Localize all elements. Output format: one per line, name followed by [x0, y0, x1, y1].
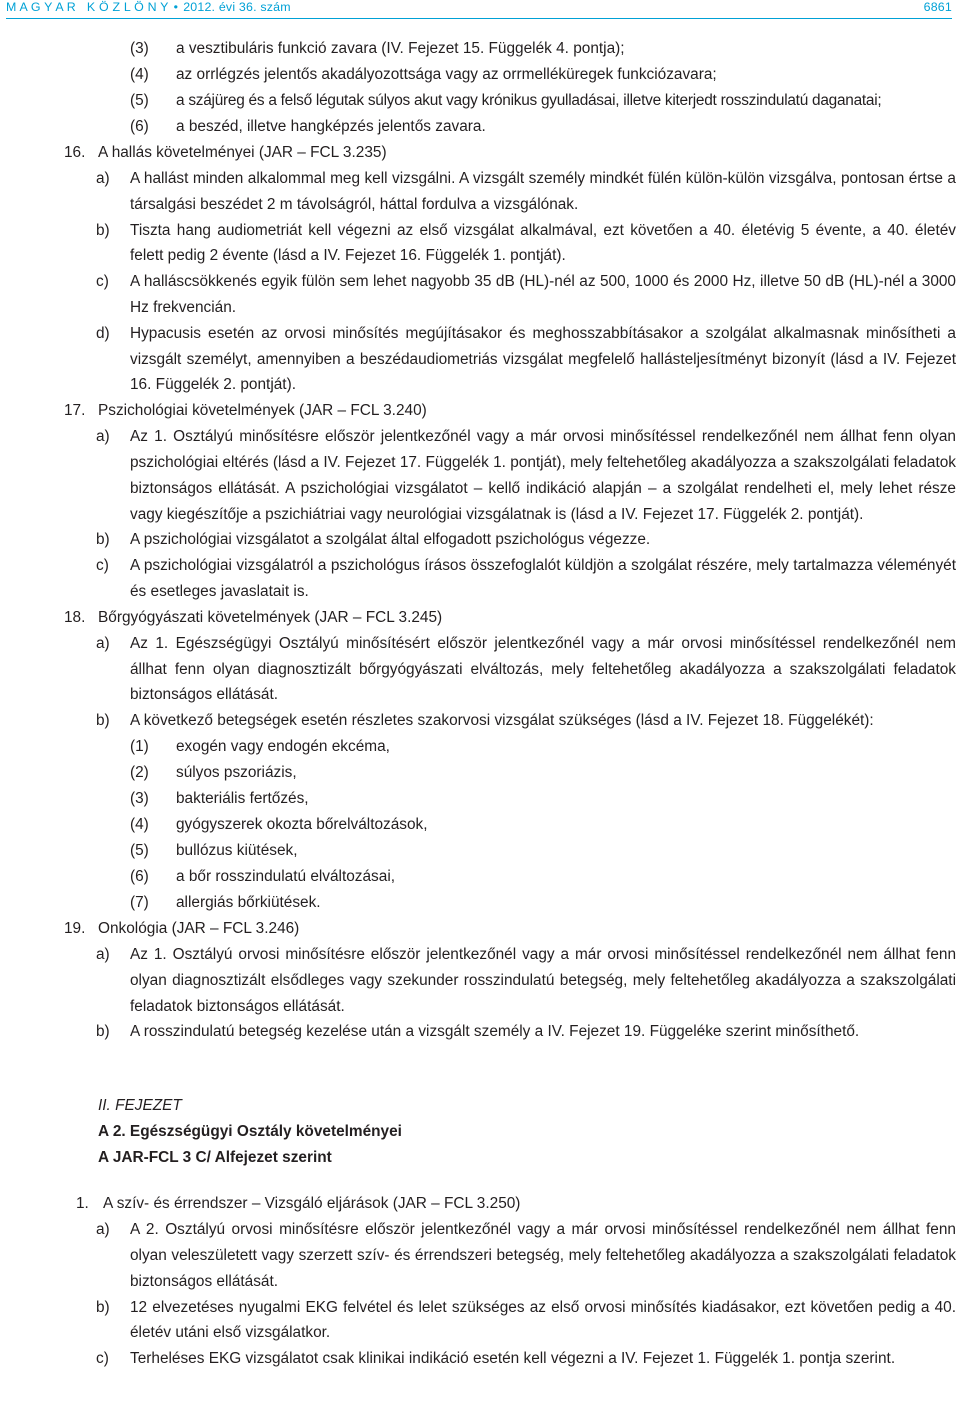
paragraph [0, 631, 960, 708]
chapter-subtitle-text: A JAR-FCL 3 C/ Alfejezet szerint [98, 1149, 332, 1167]
spacer [0, 1171, 960, 1191]
section-heading [0, 605, 960, 631]
paragraph-text: Az 1. Egészségügyi Osztályú minősítésért először jelentkezőnél vagy a már orvosi minősítéssel rendelkezőnél nem állhat fenn olyan diagnosztizált bőrgyógyászati elváltozás, mely feltehetőleg akadályozza a szakszolgálati feladatok biztonságos ellátását. [130, 634, 956, 704]
paragraph-label: c) [96, 1350, 109, 1368]
journal-name: M A G Y A R K Ö Z L Ö N Y [6, 0, 169, 14]
paragraph-label: b) [96, 712, 110, 730]
paragraph-text: A halláscsökkenés egyik fülön sem lehet nagyobb 35 dB (HL)-nél az 500, 1000 és 2000 Hz, illetve 50 dB (HL)-nél a 3000 Hz frekvencián. [130, 273, 956, 316]
list-item [0, 62, 960, 88]
paragraph [0, 708, 960, 734]
section-title: Onkológia (JAR – FCL 3.246) [98, 919, 300, 937]
item-number: (1) [130, 737, 149, 755]
paragraph-text: A rosszindulatú betegség kezelése után a vizsgált személy a IV. Fejezet 19. Függeléke szerint minősíthető. [130, 1023, 860, 1041]
item-text: gyógyszerek okozta bőrelváltozások, [176, 815, 428, 833]
paragraph [0, 269, 960, 321]
paragraph [0, 321, 960, 398]
section-number: 17. [64, 402, 86, 420]
section-title: A hallás követelményei (JAR – FCL 3.235) [98, 144, 387, 161]
paragraph-text: Tiszta hang audiometriát kell végezni az első vizsgálat alkalmával, ezt követően a 40. életévig 5 évente, a 40. életév felett pedig 2 évente (lásd a IV. Fejezet 16. Függelék 1. pontját). [130, 221, 956, 265]
list-item [0, 760, 960, 786]
item-number: (2) [130, 763, 149, 781]
item-text: a beszéd, illetve hangképzés jelentős zavara. [176, 118, 486, 135]
list-item [0, 864, 960, 890]
list-item [0, 812, 960, 838]
paragraph [0, 1346, 960, 1372]
list-item [0, 88, 960, 114]
paragraph-text: A pszichológiai vizsgálatot a szolgálat által elfogadott pszichológus végezze. [130, 531, 651, 549]
list-item [0, 786, 960, 812]
paragraph-label: b) [96, 531, 110, 549]
paragraph [0, 1295, 960, 1347]
header-rule [6, 18, 952, 19]
paragraph [0, 553, 960, 605]
paragraph-text: Hypacusis esetén az orvosi minősítés megújításakor és meghosszabbításakor a szolgálat alkalmasnak minősítheti a vizsgált személyt, amennyiben a beszédaudiometriás vizsgálat megfelelő hallásteljesítményt bizonyít (lásd a IV. Fejezet 16. Függelék 2. pontját). [130, 324, 956, 394]
paragraph-text: A következő betegségek esetén részletes szakorvosi vizsgálat szükséges (lásd a IV. Fejezet 18. Függelékét): [130, 712, 874, 730]
paragraph-text: Az 1. Osztályú orvosi minősítésre először jelentkezőnél vagy a már orvosi minősítéssel rendelkezőnél nem állhat fenn olyan diagnosztizált elsődleges vagy szekunder rosszindulatú betegség, mely feltehetőleg akadályozza a szakszolgálati feladatok biztonságos ellátását. [130, 945, 956, 1015]
paragraph [0, 1217, 960, 1294]
section-title: A szív- és érrendszer – Vizsgáló eljárások (JAR – FCL 3.250) [103, 1195, 521, 1213]
item-text: bakteriális fertőzés, [176, 789, 309, 807]
spacer [0, 1045, 960, 1093]
item-number: (4) [130, 66, 149, 83]
paragraph [0, 527, 960, 553]
section-heading [0, 398, 960, 424]
list-item [0, 890, 960, 916]
paragraph-label: a) [96, 945, 110, 963]
section-heading [0, 1191, 960, 1217]
item-text: a bőr rosszindulatú elváltozásai, [176, 867, 396, 885]
page-number: 6861 [923, 0, 952, 14]
list-item [0, 734, 960, 760]
item-text: súlyos pszoriázis, [176, 763, 297, 781]
paragraph-label: a) [96, 170, 110, 187]
section-number: 19. [64, 919, 86, 937]
paragraph-text: A pszichológiai vizsgálatról a pszichológus írásos összefoglalót küldjön a szolgálat részére, mely tartalmazza véleményét és esetleges javaslatait is. [130, 557, 956, 600]
item-text: allergiás bőrkiütések. [176, 893, 321, 911]
section-heading [0, 916, 960, 942]
section-number: 16. [64, 144, 86, 161]
paragraph-label: a) [96, 634, 110, 652]
paragraph-label: b) [96, 1023, 110, 1041]
chapter-subtitle [0, 1119, 960, 1145]
paragraph [0, 166, 960, 218]
paragraph-label: c) [96, 557, 109, 575]
paragraph-text: A hallást minden alkalommal meg kell vizsgálni. A vizsgált személy mindkét fülén külön-külön vizsgálva, pontosan értse a társalgási beszédet 2 m távolságról, háttal fordulva a vizsgálónak. [130, 170, 956, 213]
paragraph-text: 12 elvezetéses nyugalmi EKG felvétel és lelet szükséges az első orvosi minősítés kiadásakor, ezt követően pedig a 40. életév utáni első vizsgálatkor. [130, 1298, 956, 1342]
paragraph [0, 1019, 960, 1045]
paragraph-text: A 2. Osztályú orvosi minősítésre először jelentkezőnél vagy a már orvosi minősítéssel rendelkezőnél nem állhat fenn olyan veleszületett vagy szerzett szív- és érrendszeri betegség, mely feltehetőleg akadályozza a szakszolgálati feladatok biztonságos ellátását. [130, 1221, 956, 1290]
chapter-title-text: II. FEJEZET [98, 1097, 182, 1115]
paragraph-text: Az 1. Osztályú minősítésre először jelentkezőnél vagy a már orvosi minősítéssel rendelkezőnél nem állhat fenn olyan pszichológiai eltérés (lásd a IV. Fejezet 17. Függelék 1. pontját), mely feltehetőleg akadályozza a szakszolgálati feladatok biztonságos ellátását. A pszichológiai vizsgálatot – kellő indikáció alapján – a szolgálat rendelheti el, mely lehet része vagy kiegészítője a pszichiátriai vagy neurológiai vizsgálatnak is (lásd a IV. Fejezet 17. Függelék 2. pontját). [130, 428, 956, 523]
section-number: 1. [76, 1195, 89, 1213]
paragraph-label: d) [96, 324, 110, 342]
paragraph-label: b) [96, 1298, 110, 1316]
chapter-title [0, 1093, 960, 1119]
section-title: Bőrgyógyászati követelmények (JAR – FCL 3.245) [98, 608, 443, 626]
paragraph-label: a) [96, 428, 110, 446]
running-header [6, 0, 952, 16]
item-text: a vesztibuláris funkció zavara (IV. Fejezet 15. Függelék 4. pontja); [176, 40, 625, 57]
item-text: exogén vagy endogén ekcéma, [176, 737, 390, 755]
item-number: (6) [130, 118, 149, 135]
item-number: (3) [130, 40, 149, 57]
item-text: az orrlégzés jelentős akadályozottsága vagy az orrmelléküregek funkciózavara; [176, 66, 717, 83]
paragraph-text: Terheléses EKG vizsgálatot csak klinikai indikáció esetén kell végezni a IV. Fejezet 1. Függelék 1. pontja szerint. [130, 1350, 896, 1368]
section-heading [0, 140, 960, 166]
list-item [0, 36, 960, 62]
issue-label: 2012. évi 36. szám [183, 0, 291, 14]
list-item [0, 838, 960, 864]
list-item [0, 114, 960, 140]
item-text: bullózus kiütések, [176, 841, 298, 859]
section-title: Pszichológiai követelmények (JAR – FCL 3.240) [98, 402, 427, 420]
paragraph [0, 942, 960, 1019]
paragraph-label: b) [96, 221, 110, 239]
section-number: 18. [64, 608, 86, 626]
page-body [0, 36, 960, 1372]
header-left [6, 0, 291, 14]
item-number: (6) [130, 867, 149, 885]
item-number: (3) [130, 789, 149, 807]
paragraph-label: c) [96, 273, 109, 291]
header-bullet: • [173, 0, 179, 14]
paragraph [0, 424, 960, 527]
paragraph-label: a) [96, 1221, 110, 1239]
item-text: a szájüreg és a felső légutak súlyos akut vagy krónikus gyulladásai, illetve kiterjedt rosszindulatú daganatai; [176, 92, 882, 109]
item-number: (4) [130, 815, 149, 833]
item-number: (5) [130, 92, 149, 109]
item-number: (7) [130, 893, 149, 911]
paragraph [0, 218, 960, 270]
chapter-subtitle-text: A 2. Egészségügyi Osztály követelményei [98, 1123, 402, 1141]
item-number: (5) [130, 841, 149, 859]
chapter-subtitle [0, 1145, 960, 1171]
